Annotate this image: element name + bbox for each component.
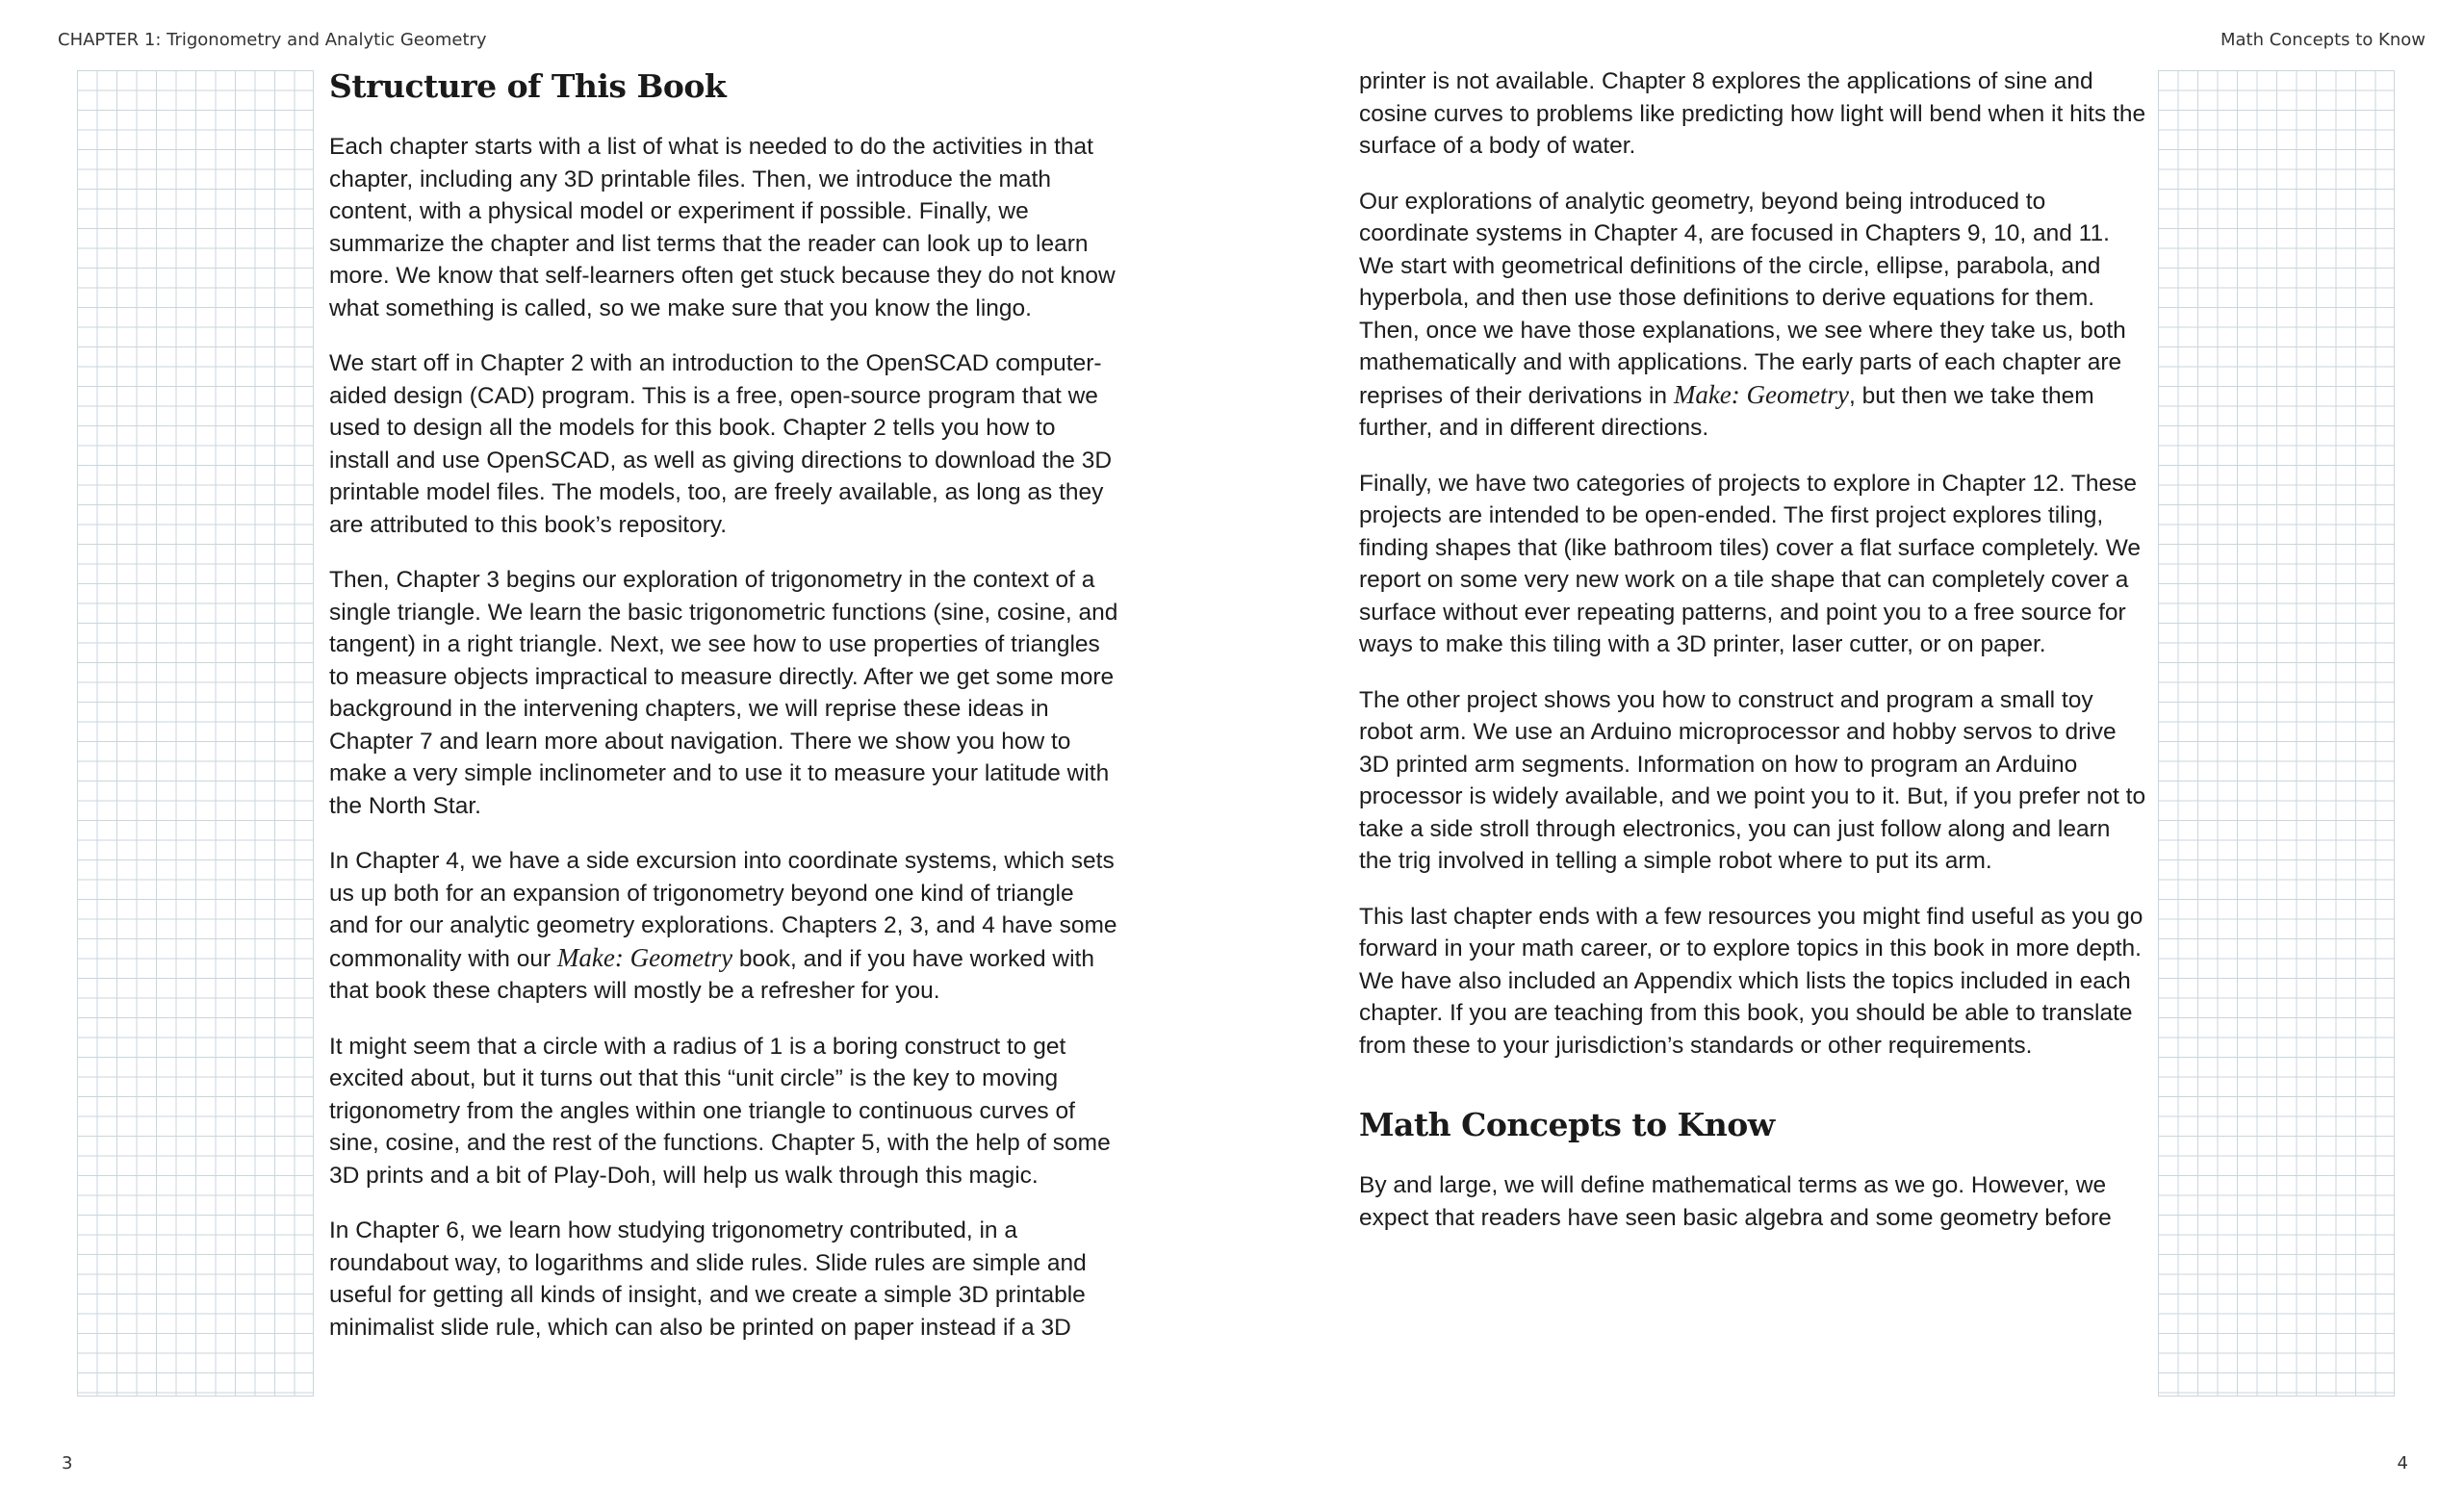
paragraph-text: Our explorations of analytic geometry, beyond being introduced to coordinate systems in Chapter 4, are focused in Chapters 9, 10, and 11. We start with geometrical definitions of the circle, ellipse, parabola, and hyperbola, and then use those definitions to derive equations for them. Then, once we have those explanations, we see where they take us, both mathematically and with applications. The early parts of each chapter are reprises of their derivations in (1359, 188, 2126, 409)
book-title-italic: Make: Geometry (1673, 379, 1849, 409)
paragraph (1359, 186, 2148, 445)
right-page-text (1359, 65, 2148, 1257)
paragraph: In Chapter 6, we learn how studying trigonometry contributed, in a roundabout way, to logarithms and slide rules. Slide rules are simple and useful for getting all kinds of insight, and we create a simple 3D printable minimalist slide rule, which can also be printed on paper instead if a 3D (329, 1217, 1087, 1341)
running-header-section: Math Concepts to Know (2220, 30, 2426, 50)
paragraph: Finally, we have two categories of projects to explore in Chapter 12. These projects are intended to be open-ended. The first project explores tiling, finding shapes that (like bathroom tiles) cover a flat surface completely. We report on some very new work on a tile shape that can completely cover a surface without ever repeating patterns, and point you to a free source for ways to make this tiling with a 3D printer, laser cutter, or on paper. (1359, 470, 2142, 657)
paragraph-text: book, and if you have worked with that book these chapters will mostly be a refresher for you. (329, 945, 1094, 1004)
paragraph: printer is not available. Chapter 8 explores the applications of sine and cosine curves to problems like predicting how light will bend when it hits the surface of a body of water. (1359, 68, 2146, 159)
graph-paper-margin-right (2158, 70, 2395, 1397)
section-heading-math-concepts: Math Concepts to Know (1359, 1106, 1775, 1143)
paragraph: This last chapter ends with a few resources you might find useful as you go forward in your math career, or to explore topics in this book in more depth. We have also included an Appendix which lists the topics included in each chapter. If you are teaching from this book, you should be able to translate from these to your jurisdiction’s standards or other requirements. (1359, 903, 2143, 1059)
paragraph: The other project shows you how to construct and program a small toy robot arm. We use an Arduino microprocessor and hobby servos to drive 3D printed arm segments. Information on how to program an Arduino processor is widely available, and we point you to it. But, if you prefer not to take a side stroll through electronics, you can just follow along and learn the trig involved in telling a simple robot where to put its arm. (1359, 686, 2146, 874)
page-number-right: 4 (2397, 1453, 2408, 1474)
paragraph: By and large, we will define mathematical terms as we go. However, we expect that readers have seen basic algebra and some geometry before (1359, 1172, 2112, 1231)
paragraph-text: In Chapter 4, we have a side excursion into coordinate systems, which sets us up both for an expansion of trigonometry beyond one kind of triangle and for our analytic geometry explorations. Chapters 2, 3, and 4 have some commonality with our (329, 848, 1117, 972)
paragraph-text: , but then we take them further, and in different directions. (1359, 382, 2094, 441)
graph-paper-margin-left (77, 70, 314, 1397)
page-number-left: 3 (62, 1453, 73, 1474)
book-title-italic: Make: Geometry (556, 942, 733, 972)
section-heading-structure: Structure of This Book (329, 67, 727, 105)
paragraph (329, 845, 1118, 1008)
paragraph: Each chapter starts with a list of what is needed to do the activities in that chapter, including any 3D printable files. Then, we introduce the math content, with a physical model or experiment if possible. Finally, we summarize the chapter and list terms that the reader can look up to learn more. We know that self-learners often get stuck because they do not know what something is called, so we make sure that you know the lingo. (329, 134, 1116, 321)
paragraph: We start off in Chapter 2 with an introduction to the OpenSCAD computer-aided design (CAD) program. This is a free, open-source program that we used to design all the models for this book. Chapter 2 tells you how to install and use OpenSCAD, as well as giving directions to download the 3D printable model files. The models, too, are freely available, as long as they are attributed to this book’s repository. (329, 350, 1113, 538)
left-page-text (329, 65, 1118, 1367)
running-header-chapter: CHAPTER 1: Trigonometry and Analytic Geometry (58, 30, 487, 50)
paragraph: It might seem that a circle with a radius of 1 is a boring construct to get excited about, but it turns out that this “unit circle” is the key to moving trigonometry from the angles within one triangle to continuous curves of sine, cosine, and the rest of the functions. Chapter 5, with the help of some 3D prints and a bit of Play-Doh, will help us walk through this magic. (329, 1033, 1111, 1189)
paragraph: Then, Chapter 3 begins our exploration of trigonometry in the context of a single triangle. We learn the basic trigonometric functions (sine, cosine, and tangent) in a right triangle. Next, we see how to use properties of triangles to measure objects impractical to measure directly. After we get some more background in the intervening chapters, we will reprise these ideas in Chapter 7 and learn more about navigation. There we show you how to make a very simple inclinometer and to use it to measure your latitude with the North Star. (329, 567, 1118, 819)
